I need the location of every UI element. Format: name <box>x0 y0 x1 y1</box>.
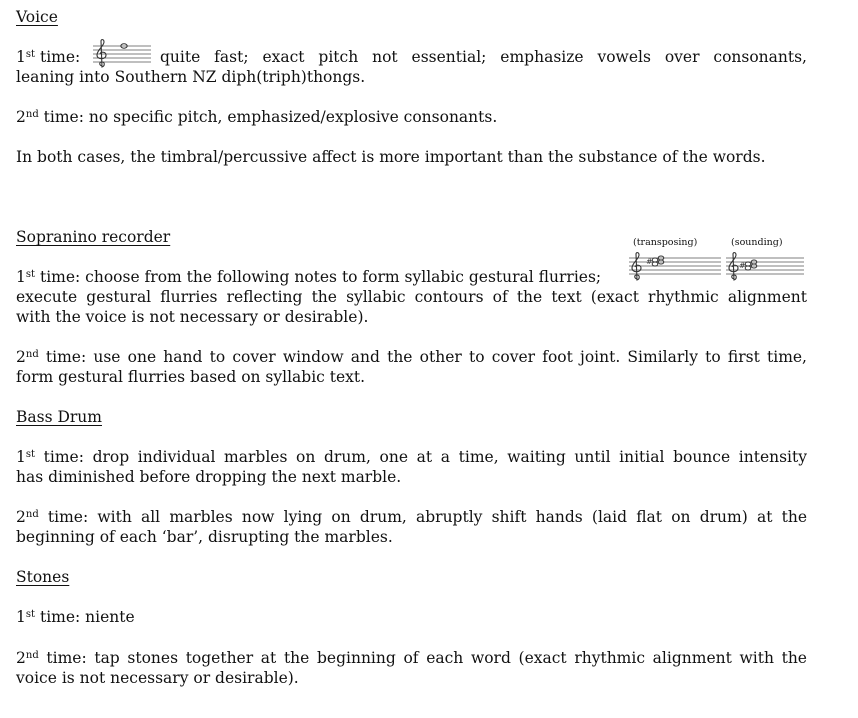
treble-staff-cluster-icon <box>726 252 806 282</box>
recorder-first-text-b: execute gestural flurries reflecting the syllabic contours of the text (exact rhythmic alignment <box>16 288 807 306</box>
transposing-label: (transposing) <box>633 237 698 248</box>
ordinal-number: 1 <box>16 48 26 66</box>
second-time-text: time: no specific pitch, emphasized/explosive consonants. <box>43 108 498 126</box>
ordinal-number: 2 <box>16 508 26 526</box>
voice-heading: Voice <box>16 8 58 26</box>
treble-staff-cluster-icon <box>629 252 723 282</box>
recorder-first-text-c: with the voice is not necessary or desirable). <box>16 308 369 326</box>
ordinal-suffix: nd <box>25 109 39 120</box>
stones-first-time <box>16 607 135 627</box>
voice-first-text-b: leaning into Southern NZ diph(triph)thongs. <box>16 68 366 86</box>
recorder-second-text-a: time: use one hand to cover window and the other to cover foot joint. Similarly to first time, <box>45 348 807 366</box>
ordinal-number: 2 <box>16 108 26 126</box>
time-label: time: <box>39 48 81 66</box>
recorder-second-time <box>16 347 807 367</box>
stones-first-text: time: niente <box>39 608 135 626</box>
ordinal-number: 2 <box>16 348 26 366</box>
bass-drum-second-text-a: time: with all marbles now lying on drum, abruptly shift hands (laid flat on drum) at the <box>47 508 807 526</box>
ordinal-suffix: nd <box>25 650 39 661</box>
treble-staff-single-note-icon <box>93 38 153 68</box>
svg-text:#: # <box>646 257 653 266</box>
stones-second-time <box>16 648 807 668</box>
recorder-first-time <box>16 267 601 287</box>
bass-drum-second-text-b: beginning of each ‘bar’, disrupting the marbles. <box>16 528 393 546</box>
ordinal-suffix: st <box>25 449 36 460</box>
svg-text:#: # <box>739 261 746 270</box>
bass-drum-first-time <box>16 447 807 467</box>
ordinal-number: 1 <box>16 268 26 286</box>
ordinal-suffix: st <box>25 269 36 280</box>
voice-first-time-label <box>16 47 80 67</box>
sounding-label: (sounding) <box>731 237 783 248</box>
ordinal-number: 2 <box>16 649 26 667</box>
ordinal-suffix: st <box>25 609 36 620</box>
ordinal-suffix: nd <box>25 509 39 520</box>
voice-first-text-a: quite fast; exact pitch not essential; emphasize vowels over consonants, <box>160 48 807 66</box>
ordinal-number: 1 <box>16 448 26 466</box>
stones-second-text-a: time: tap stones together at the beginning of each word (exact rhythmic alignment with the <box>46 649 807 667</box>
ordinal-number: 1 <box>16 608 26 626</box>
bass-drum-heading: Bass Drum <box>16 408 102 426</box>
voice-second-time <box>16 107 497 127</box>
stones-heading: Stones <box>16 568 70 586</box>
voice-both-cases: In both cases, the timbral/percussive affect is more important than the substance of the words. <box>16 148 766 166</box>
bass-drum-second-time <box>16 507 807 527</box>
ordinal-suffix: st <box>25 49 36 60</box>
recorder-first-text-a: time: choose from the following notes to form syllabic gestural flurries; <box>39 268 602 286</box>
bass-drum-first-text-a: time: drop individual marbles on drum, one at a time, waiting until initial bounce intensity <box>43 448 807 466</box>
recorder-heading: Sopranino recorder <box>16 228 171 246</box>
recorder-second-text-b: form gestural flurries based on syllabic text. <box>16 368 366 386</box>
stones-second-text-b: voice is not necessary or desirable). <box>16 669 299 687</box>
ordinal-suffix: nd <box>25 349 39 360</box>
bass-drum-first-text-b: has diminished before dropping the next marble. <box>16 468 402 486</box>
